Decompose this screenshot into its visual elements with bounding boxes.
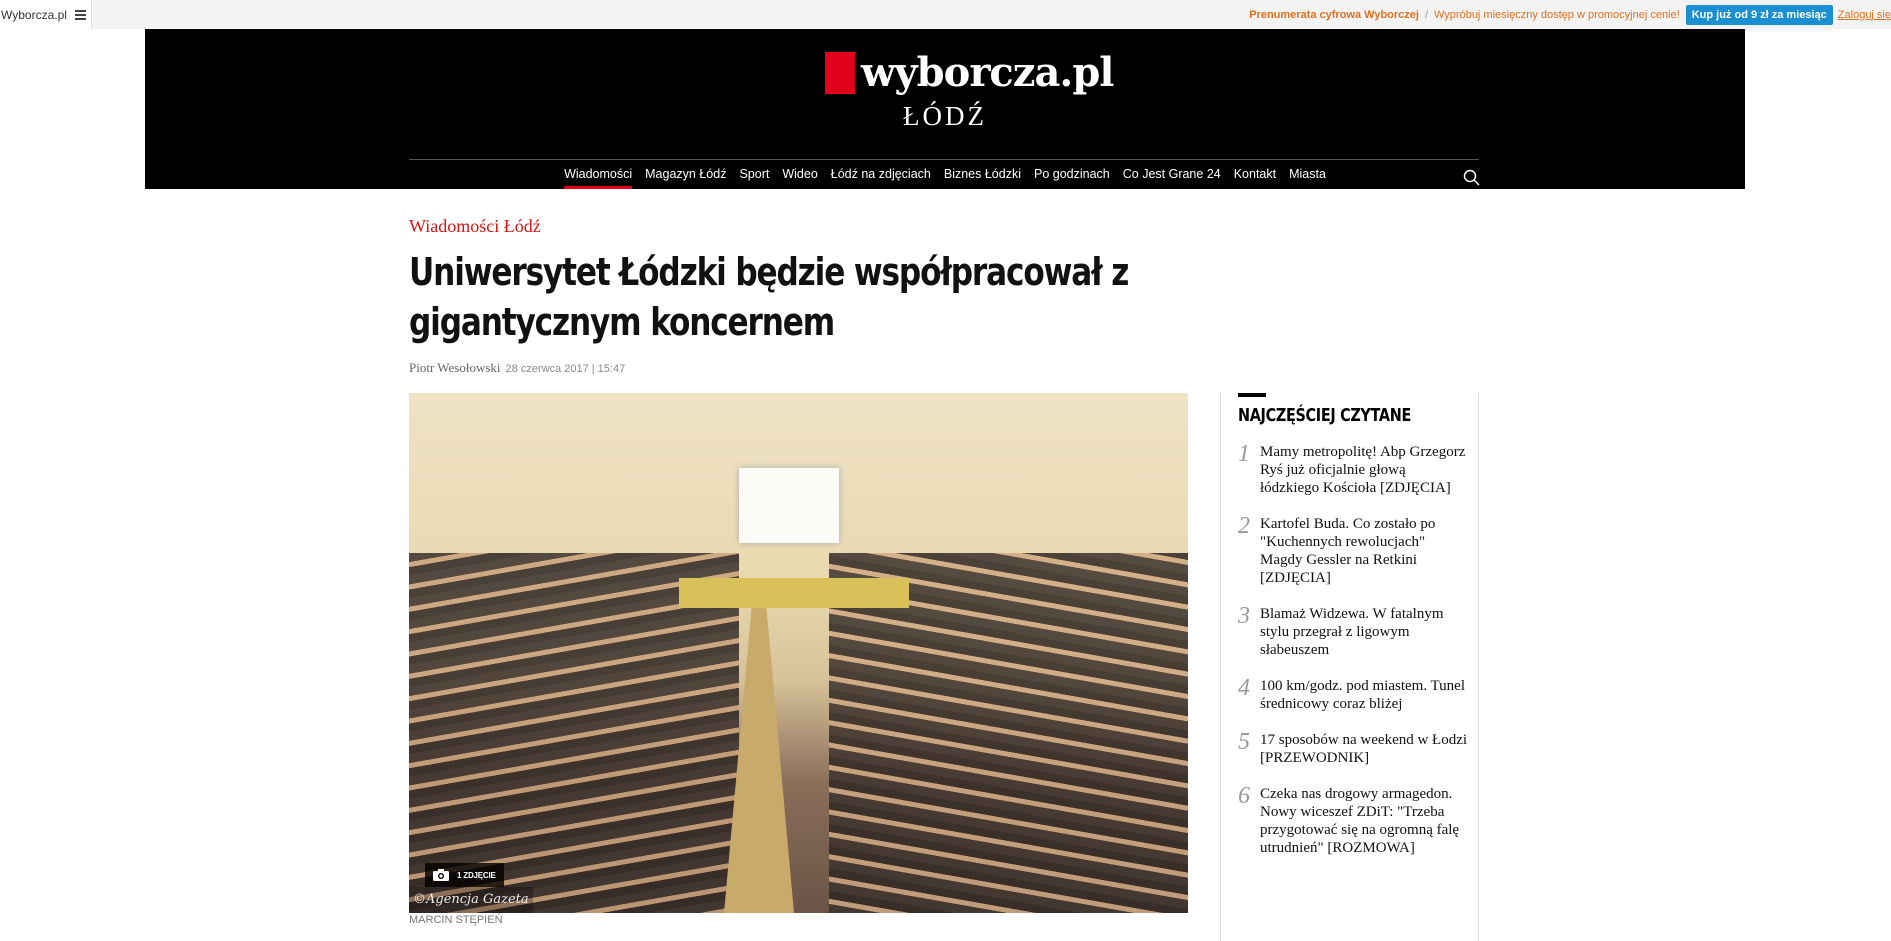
nav-item-po-godzinach[interactable]: Po godzinach (1033, 167, 1110, 181)
wyborcza-logo[interactable] (825, 49, 1113, 96)
list-item-link[interactable]: Blamaż Widzewa. W fatalnym stylu przegrał z ligowym słabeuszem (1260, 606, 1444, 658)
list-item[interactable] (1238, 731, 1468, 767)
camera-icon (433, 869, 449, 881)
list-item-link[interactable]: 100 km/godz. pod miastem. Tunel średnicowy coraz bliżej (1260, 678, 1466, 712)
city-name[interactable]: ŁÓDŹ (903, 101, 987, 131)
photo-count-label: 1 ZDJĘCIE (457, 870, 496, 880)
list-item[interactable] (1238, 605, 1468, 659)
sidebar-accent-bar (1238, 393, 1266, 397)
list-item[interactable] (1238, 677, 1468, 713)
site-header (145, 29, 1745, 189)
list-item[interactable] (1238, 785, 1468, 857)
list-item-link[interactable]: Czeka nas drogowy armagedon. Nowy wiceszef ZDiT: "Trzeba przygotować się na ogromną falę utrudnień" [ROZMOWA] (1260, 786, 1460, 856)
logo-text: wyborcza.pl (861, 49, 1114, 96)
promo-title-link[interactable]: Prenumerata cyfrowa Wyborczej (1249, 8, 1419, 21)
article-headline: Uniwersytet Łódzki będzie współpracował z gigantycznym koncernem (409, 250, 1129, 344)
list-item-link[interactable]: 17 sposobów na weekend w Łodzi [PRZEWODNIK] (1260, 732, 1468, 766)
hamburger-menu-icon[interactable] (75, 10, 86, 19)
logo-red-square-icon (825, 52, 855, 94)
list-item-link[interactable]: Kartofel Buda. Co zostało po "Kuchennych rewolucjach" Magdy Gessler na Retkini [ZDJĘCIA] (1260, 516, 1436, 586)
list-item-number: 1 (1238, 441, 1250, 467)
photo-watermark: ©Agencja Gazeta (409, 887, 533, 913)
nav-item-wiadomosci[interactable]: Wiadomości (564, 159, 632, 189)
most-read-sidebar (1220, 393, 1479, 941)
site-brand-link[interactable]: Wyborcza.pl (1, 7, 67, 22)
list-item[interactable] (1238, 515, 1468, 587)
promo-separator: / (1424, 8, 1429, 21)
login-link[interactable]: Zaloguj się (1837, 8, 1891, 21)
photo-gallery-badge[interactable] (425, 863, 504, 887)
nav-item-lodz-na-zdjeciach[interactable]: Łódź na zdjęciach (830, 167, 931, 181)
main-navigation (145, 159, 1745, 189)
top-utility-bar (0, 0, 1891, 29)
nav-item-sport[interactable]: Sport (739, 167, 770, 181)
article-byline (409, 360, 625, 376)
article-main-photo[interactable] (409, 393, 1188, 913)
list-item-number: 5 (1238, 729, 1250, 755)
nav-item-magazyn-lodz[interactable]: Magazyn Łódź (645, 167, 727, 181)
section-kicker-link[interactable]: Wiadomości Łódź (409, 216, 541, 236)
list-item[interactable] (1238, 443, 1468, 497)
list-item-number: 6 (1238, 783, 1250, 809)
list-item-number: 4 (1238, 675, 1250, 701)
nav-item-wideo[interactable]: Wideo (782, 167, 818, 181)
publish-date: 28 czerwca 2017 | 15:47 (505, 363, 626, 375)
nav-item-co-jest-grane[interactable]: Co Jest Grane 24 (1122, 167, 1221, 181)
list-item-number: 3 (1238, 603, 1250, 629)
search-icon[interactable] (1463, 169, 1480, 186)
nav-item-miasta[interactable]: Miasta (1289, 167, 1326, 181)
promo-text-link[interactable]: Wypróbuj miesięczny dostęp w promocyjnej cenie! (1434, 8, 1680, 21)
nav-item-kontakt[interactable]: Kontakt (1233, 167, 1277, 181)
photo-stage (679, 578, 909, 608)
subscription-promo (1249, 0, 1891, 29)
photo-projection-screen (739, 468, 839, 543)
sidebar-title: NAJCZĘŚCIEJ CZYTANE (1238, 405, 1411, 426)
nav-item-biznes-lodzki[interactable]: Biznes Łódzki (943, 167, 1021, 181)
author-link[interactable]: Piotr Wesołowski (409, 360, 501, 375)
list-item-number: 2 (1238, 513, 1250, 539)
most-read-list (1238, 443, 1468, 875)
photo-author: MARCIN STĘPIEŃ (409, 914, 503, 926)
list-item-link[interactable]: Mamy metropolitę! Abp Grzegorz Ryś już oficjalnie głową łódzkiego Kościoła [ZDJĘCIA] (1260, 444, 1466, 496)
site-menu-tab[interactable] (0, 0, 92, 29)
buy-subscription-button[interactable]: Kup już od 9 zł za miesiąc (1686, 5, 1833, 25)
